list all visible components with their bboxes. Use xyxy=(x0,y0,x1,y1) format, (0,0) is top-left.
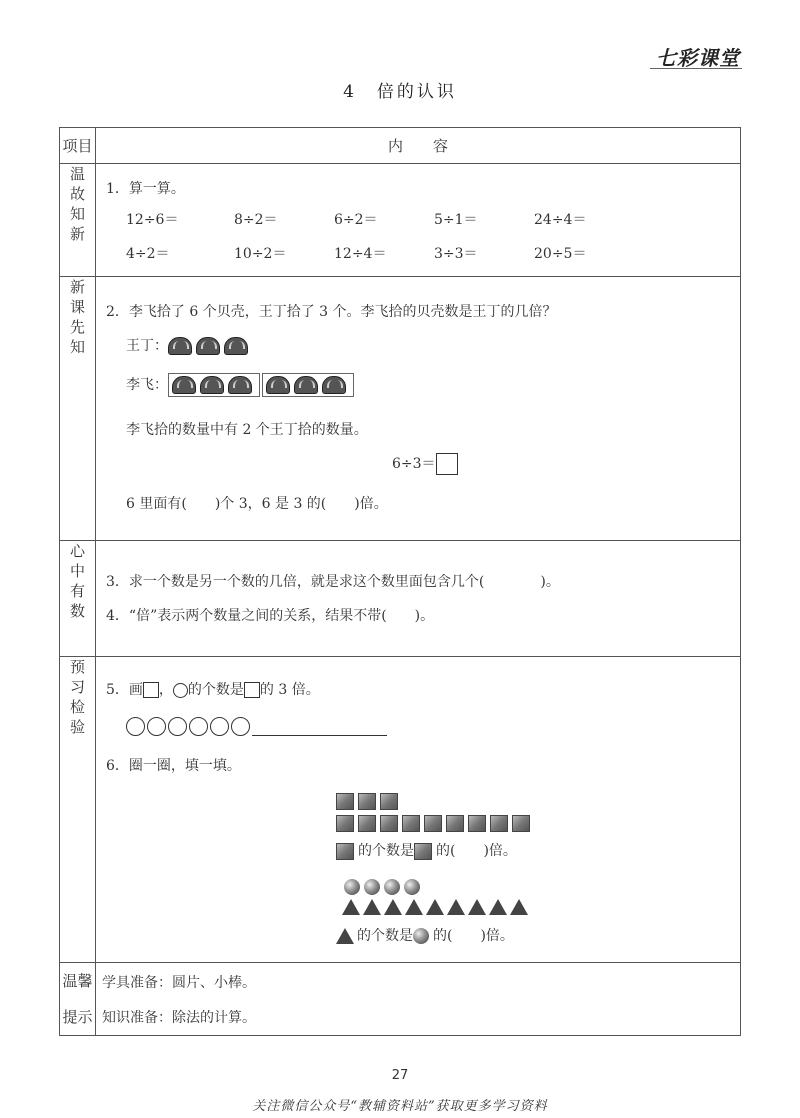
cube-icon xyxy=(336,843,354,860)
section-label-new: 新 课 先 知 xyxy=(60,277,96,541)
wang-shells-row xyxy=(126,335,252,355)
circle-icon xyxy=(210,717,229,736)
question-3: 3．求一个数是另一个数的几倍，就是求这个数里面包含几个( )。 xyxy=(106,574,560,590)
section-warmup xyxy=(60,164,741,277)
tip-tools: 学具准备：圆片、小棒。 xyxy=(102,975,256,991)
shell-icon xyxy=(228,376,252,394)
ball-icon xyxy=(344,879,360,895)
calc-item: 8÷2＝ xyxy=(234,212,278,228)
li-label: 李飞： xyxy=(126,377,168,393)
cube-icon xyxy=(424,815,442,832)
triangle-icon xyxy=(468,899,486,915)
circle-icon xyxy=(126,717,145,736)
shell-icon xyxy=(322,376,346,394)
triangle-icon xyxy=(489,899,507,915)
cube-icon xyxy=(446,815,464,832)
section-label-preview: 预 习 检 验 xyxy=(60,657,96,963)
equation xyxy=(392,453,458,475)
section-body-tips xyxy=(96,963,741,1036)
square-icon xyxy=(143,682,159,698)
question-1: 1．算一算。 xyxy=(106,181,185,197)
tip-knowledge: 知识准备：除法的计算。 xyxy=(102,1010,256,1026)
shell-group xyxy=(168,373,260,397)
circle-icon xyxy=(147,717,166,736)
section-label-warmup: 温 故 知 新 xyxy=(60,164,96,277)
section-body-warmup xyxy=(96,164,741,277)
cube-icon xyxy=(468,815,486,832)
section-new xyxy=(60,277,741,541)
answer-box[interactable] xyxy=(436,453,458,475)
calc-item: 24÷4＝ xyxy=(534,212,587,228)
circles-row xyxy=(126,717,387,736)
question-6: 6．圈一圈，填一填。 xyxy=(106,758,241,774)
triangle-icon xyxy=(342,899,360,915)
brand-logo: 七彩课堂 xyxy=(656,46,740,70)
circle-icon xyxy=(168,717,187,736)
cube-icon xyxy=(380,815,398,832)
question-4: 4．“倍”表示两个数量之间的关系，结果不带( )。 xyxy=(106,608,435,624)
ball-icon xyxy=(364,879,380,895)
calc-item: 10÷2＝ xyxy=(234,246,287,262)
section-body-preview xyxy=(96,657,741,963)
triangles-question: 的个数是 的( )倍。 xyxy=(336,925,514,945)
calc-item: 5÷1＝ xyxy=(434,212,478,228)
triangle-icon xyxy=(447,899,465,915)
cube-icon xyxy=(336,815,354,832)
triangle-icon xyxy=(510,899,528,915)
balls-row xyxy=(344,879,424,895)
cube-icon xyxy=(358,793,376,810)
calc-item: 12÷6＝ xyxy=(126,212,179,228)
calc-item: 4÷2＝ xyxy=(126,246,170,262)
section-tips xyxy=(60,963,741,1036)
fill-blank: 6 里面有( )个 3，6 是 3 的( )倍。 xyxy=(126,496,388,512)
statement: 李飞拾的数量中有 2 个王丁拾的数量。 xyxy=(126,422,368,438)
cube-icon xyxy=(358,815,376,832)
triangle-icon xyxy=(384,899,402,915)
cubes-row-2 xyxy=(336,815,534,832)
shell-icon xyxy=(200,376,224,394)
cube-icon xyxy=(490,815,508,832)
cube-icon xyxy=(512,815,530,832)
shell-icon xyxy=(168,337,192,355)
page-number: 27 xyxy=(391,1068,409,1083)
shell-icon xyxy=(196,337,220,355)
shell-group xyxy=(262,373,354,397)
cube-icon xyxy=(336,793,354,810)
section-label-heart: 心 中 有 数 xyxy=(60,541,96,657)
table-header-row xyxy=(60,128,741,164)
header-content: 内 容 xyxy=(96,128,741,164)
question-2: 2．李飞拾了 6 个贝壳，王丁拾了 3 个。李飞拾的贝壳数是王丁的几倍？ xyxy=(106,304,557,320)
shell-icon xyxy=(172,376,196,394)
circle-icon xyxy=(231,717,250,736)
section-body-heart xyxy=(96,541,741,657)
square-icon xyxy=(244,682,260,698)
cubes-row-1 xyxy=(336,793,402,810)
cube-icon xyxy=(402,815,420,832)
shell-icon xyxy=(266,376,290,394)
section-body-new xyxy=(96,277,741,541)
brand-underline xyxy=(650,68,742,69)
section-preview xyxy=(60,657,741,963)
calc-item: 3÷3＝ xyxy=(434,246,478,262)
cubes-question: 的个数是 的( )倍。 xyxy=(336,840,517,860)
question-5: 5．画 ， 的个数是 的 3 倍。 xyxy=(106,682,320,698)
calc-item: 20÷5＝ xyxy=(534,246,587,262)
triangle-icon xyxy=(426,899,444,915)
triangle-icon xyxy=(405,899,423,915)
equation-text: 6÷3＝ xyxy=(392,456,436,472)
li-shells-row xyxy=(126,373,356,397)
drawing-line[interactable] xyxy=(252,717,387,736)
triangles-row xyxy=(342,899,531,915)
triangle-icon xyxy=(336,928,354,944)
calc-item: 6÷2＝ xyxy=(334,212,378,228)
circle-icon xyxy=(189,717,208,736)
shell-icon xyxy=(224,337,248,355)
cube-icon xyxy=(380,793,398,810)
ball-icon xyxy=(384,879,400,895)
header-item: 项目 xyxy=(60,128,96,164)
wang-label: 王丁： xyxy=(126,338,168,354)
section-label-tips: 温馨 提示 xyxy=(60,963,96,1036)
footer-note: 关注微信公众号“教辅资料站”获取更多学习资料 xyxy=(252,1099,548,1114)
calc-item: 12÷4＝ xyxy=(334,246,387,262)
circle-icon xyxy=(173,683,188,698)
ball-icon xyxy=(413,928,429,944)
ball-icon xyxy=(404,879,420,895)
section-heart xyxy=(60,541,741,657)
shell-icon xyxy=(294,376,318,394)
cube-icon xyxy=(414,843,432,860)
triangle-icon xyxy=(363,899,381,915)
content-table xyxy=(59,127,741,1036)
page-title: 4 倍的认识 xyxy=(343,82,457,102)
